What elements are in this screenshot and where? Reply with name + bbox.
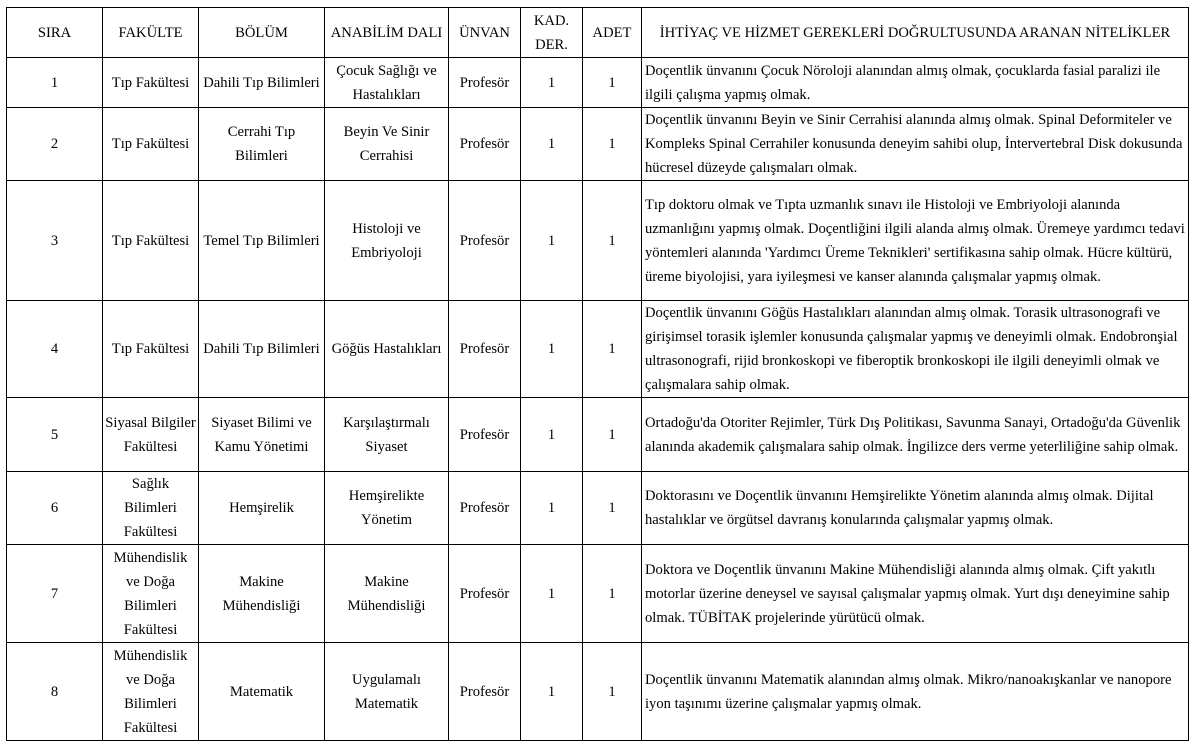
cell-adet: 1 xyxy=(583,472,642,545)
cell-fakulte: Siyasal Bilgiler Fakültesi xyxy=(103,398,199,472)
cell-fakulte: Mühendislik ve Doğa Bilimleri Fakültesi xyxy=(103,545,199,643)
cell-nitelikler: Doçentlik ünvanını Beyin ve Sinir Cerrahisi alanında almış olmak. Spinal Deformiteler ve Kompleks Spinal Cerrahiler konusunda deneyim sahibi olup, İntervertebral Disk dokusunda hücresel düzeyde çalışmaları olmak. xyxy=(642,108,1189,181)
cell-fakulte: Tıp Fakültesi xyxy=(103,301,199,398)
cell-bolum: Dahili Tıp Bilimleri xyxy=(199,58,325,108)
cell-anabilim-dali: Uygulamalı Matematik xyxy=(325,643,449,741)
cell-bolum: Siyaset Bilimi ve Kamu Yönetimi xyxy=(199,398,325,472)
header-nitelikler: İHTİYAÇ VE HİZMET GEREKLERİ DOĞRULTUSUNDA ARANAN NİTELİKLER xyxy=(642,8,1189,58)
cell-bolum: Dahili Tıp Bilimleri xyxy=(199,301,325,398)
cell-sira: 8 xyxy=(7,643,103,741)
header-bolum: BÖLÜM xyxy=(199,8,325,58)
cell-fakulte: Tıp Fakültesi xyxy=(103,108,199,181)
cell-kad-der: 1 xyxy=(521,398,583,472)
cell-fakulte: Tıp Fakültesi xyxy=(103,181,199,301)
cell-kad-der: 1 xyxy=(521,301,583,398)
cell-nitelikler: Doçentlik ünvanını Çocuk Nöroloji alanından almış olmak, çocuklarda fasial paralizi ile ilgili çalışma yapmış olmak. xyxy=(642,58,1189,108)
cell-kad-der: 1 xyxy=(521,181,583,301)
cell-bolum: Temel Tıp Bilimleri xyxy=(199,181,325,301)
cell-unvan: Profesör xyxy=(449,545,521,643)
cell-adet: 1 xyxy=(583,301,642,398)
cell-nitelikler: Doktora ve Doçentlik ünvanını Makine Mühendisliği alanında almış olmak. Çift yakıtlı motorlar üzerine deneysel ve sayısal çalışmalar yapmış olmak. Yurt dışı deneyimine sahip olmak. TÜBİTAK projelerinde yürütücü olmak. xyxy=(642,545,1189,643)
cell-anabilim-dali: Histoloji ve Embriyoloji xyxy=(325,181,449,301)
cell-adet: 1 xyxy=(583,181,642,301)
cell-anabilim-dali: Karşılaştırmalı Siyaset xyxy=(325,398,449,472)
table-row xyxy=(7,545,1189,643)
staff-requirements-table xyxy=(6,7,1189,741)
cell-kad-der: 1 xyxy=(521,643,583,741)
cell-unvan: Profesör xyxy=(449,398,521,472)
table-row xyxy=(7,58,1189,108)
cell-sira: 6 xyxy=(7,472,103,545)
header-row xyxy=(7,8,1189,58)
cell-anabilim-dali: Göğüs Hastalıkları xyxy=(325,301,449,398)
cell-anabilim-dali: Hemşirelikte Yönetim xyxy=(325,472,449,545)
cell-sira: 5 xyxy=(7,398,103,472)
cell-unvan: Profesör xyxy=(449,181,521,301)
header-anabilim-dali: ANABİLİM DALI xyxy=(325,8,449,58)
cell-bolum: Matematik xyxy=(199,643,325,741)
cell-sira: 7 xyxy=(7,545,103,643)
header-fakulte: FAKÜLTE xyxy=(103,8,199,58)
cell-anabilim-dali: Makine Mühendisliği xyxy=(325,545,449,643)
cell-adet: 1 xyxy=(583,108,642,181)
cell-unvan: Profesör xyxy=(449,58,521,108)
header-kad-der: KAD. DER. xyxy=(521,8,583,58)
staff-requirements-table-container xyxy=(6,7,1189,741)
cell-nitelikler: Ortadoğu'da Otoriter Rejimler, Türk Dış Politikası, Savunma Sanayi, Ortadoğu'da Güvenlik alanında akademik çalışmalara sahip olmak. İngilizce ders verme yeterliliğine sahip olmak. xyxy=(642,398,1189,472)
table-row xyxy=(7,181,1189,301)
cell-nitelikler: Doçentlik ünvanını Göğüs Hastalıkları alanından almış olmak. Torasik ultrasonografi ve girişimsel torasik işlemler konusunda çalışmalar yapmış ve deneyimli olmak. Endobronşial ultrasonografi, rijid bronkoskopi ve fiberoptik bronkoskopi ile ilgili deneyimli olmak ve çalışmalara sahip olmak. xyxy=(642,301,1189,398)
cell-unvan: Profesör xyxy=(449,108,521,181)
cell-adet: 1 xyxy=(583,58,642,108)
cell-unvan: Profesör xyxy=(449,643,521,741)
header-unvan: ÜNVAN xyxy=(449,8,521,58)
cell-kad-der: 1 xyxy=(521,58,583,108)
cell-bolum: Makine Mühendisliği xyxy=(199,545,325,643)
cell-adet: 1 xyxy=(583,545,642,643)
table-row xyxy=(7,301,1189,398)
table-row xyxy=(7,643,1189,741)
cell-unvan: Profesör xyxy=(449,472,521,545)
cell-bolum: Hemşirelik xyxy=(199,472,325,545)
cell-sira: 4 xyxy=(7,301,103,398)
cell-sira: 3 xyxy=(7,181,103,301)
header-adet: ADET xyxy=(583,8,642,58)
cell-kad-der: 1 xyxy=(521,545,583,643)
cell-sira: 2 xyxy=(7,108,103,181)
cell-adet: 1 xyxy=(583,398,642,472)
cell-kad-der: 1 xyxy=(521,472,583,545)
header-sira: SIRA xyxy=(7,8,103,58)
cell-kad-der: 1 xyxy=(521,108,583,181)
table-row xyxy=(7,108,1189,181)
cell-anabilim-dali: Çocuk Sağlığı ve Hastalıkları xyxy=(325,58,449,108)
cell-nitelikler: Tıp doktoru olmak ve Tıpta uzmanlık sınavı ile Histoloji ve Embriyoloji alanında uzmanlığını yapmış olmak. Doçentliğini ilgili alanda almış olmak. Üremeye yardımcı tedavi yöntemleri alanında 'Yardımcı Üreme Teknikleri' sertifikasına sahip olmak. Hücre kültürü, üreme biyolojisi, yara iyileşmesi ve kanser alanında çalışmalar yapmış olmak. xyxy=(642,181,1189,301)
cell-fakulte: Tıp Fakültesi xyxy=(103,58,199,108)
table-row xyxy=(7,472,1189,545)
cell-bolum: Cerrahi Tıp Bilimleri xyxy=(199,108,325,181)
cell-sira: 1 xyxy=(7,58,103,108)
cell-adet: 1 xyxy=(583,643,642,741)
cell-anabilim-dali: Beyin Ve Sinir Cerrahisi xyxy=(325,108,449,181)
cell-fakulte: Mühendislik ve Doğa Bilimleri Fakültesi xyxy=(103,643,199,741)
cell-nitelikler: Doçentlik ünvanını Matematik alanından almış olmak. Mikro/nanoakışkanlar ve nanopore iyon taşınımı üzerine çalışmalar yapmış olmak. xyxy=(642,643,1189,741)
cell-nitelikler: Doktorasını ve Doçentlik ünvanını Hemşirelikte Yönetim alanında almış olmak. Dijital hastalıklar ve örgütsel davranış konularında çalışmalar yapmış olmak. xyxy=(642,472,1189,545)
table-row xyxy=(7,398,1189,472)
cell-unvan: Profesör xyxy=(449,301,521,398)
cell-fakulte: Sağlık Bilimleri Fakültesi xyxy=(103,472,199,545)
